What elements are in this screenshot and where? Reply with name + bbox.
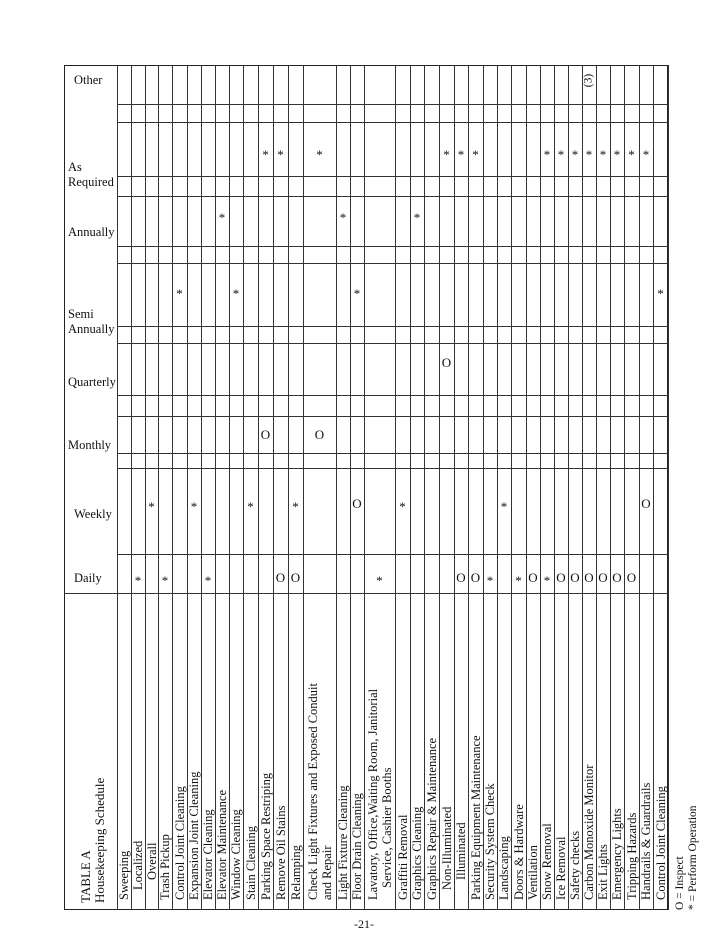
row-label: Non-Illuminated bbox=[439, 806, 454, 890]
perform-mark: * bbox=[657, 286, 664, 301]
perform-mark: * bbox=[161, 573, 169, 588]
row-divider bbox=[624, 65, 625, 910]
column-divider bbox=[117, 554, 668, 555]
inspect-mark: O bbox=[260, 427, 271, 442]
inspect-mark: O bbox=[275, 570, 286, 585]
row-divider bbox=[243, 65, 244, 910]
perform-mark: * bbox=[134, 573, 142, 588]
table-subtitle: Housekeeping Schedule bbox=[92, 777, 107, 903]
row-divider bbox=[540, 65, 541, 910]
row-label: Overall bbox=[144, 842, 159, 880]
row-divider bbox=[439, 65, 440, 910]
column-header-weekly: Weekly bbox=[74, 506, 112, 521]
inspect-mark: O bbox=[598, 570, 608, 585]
row-label: Relamping bbox=[288, 845, 303, 900]
row-label: Sweeping bbox=[117, 850, 131, 900]
perform-mark: * bbox=[292, 499, 299, 514]
row-divider bbox=[288, 65, 289, 910]
column-header-other: Other bbox=[74, 73, 103, 87]
perform-mark: * bbox=[277, 147, 284, 162]
legend-perform-operation: * = Perform Operation bbox=[687, 805, 699, 910]
row-label: Stain Cleaning bbox=[243, 826, 258, 900]
column-divider bbox=[117, 176, 668, 177]
row-divider bbox=[158, 65, 159, 910]
inspect-mark: O bbox=[352, 496, 362, 511]
row-label: Light Fixture Cleaning bbox=[336, 785, 350, 900]
perform-mark: * bbox=[585, 147, 593, 162]
perform-mark: * bbox=[316, 147, 323, 162]
perform-mark: * bbox=[628, 147, 635, 162]
perform-mark: * bbox=[399, 499, 406, 514]
row-divider bbox=[653, 65, 654, 910]
perform-mark: * bbox=[557, 147, 565, 162]
perform-mark: * bbox=[247, 499, 254, 514]
row-label: Control Joint Cleaning bbox=[653, 786, 668, 900]
row-divider bbox=[172, 65, 173, 910]
row-label: Control Joint Cleaning bbox=[172, 786, 187, 900]
column-divider bbox=[117, 343, 668, 344]
row-divider bbox=[131, 65, 132, 910]
row-divider bbox=[610, 65, 611, 910]
row-label: Graffiti Removal bbox=[395, 814, 410, 900]
row-divider bbox=[117, 65, 118, 910]
perform-mark: * bbox=[472, 147, 479, 162]
perform-mark: * bbox=[413, 210, 421, 225]
row-divider bbox=[350, 65, 351, 910]
inspect-mark: O bbox=[456, 570, 466, 585]
perform-mark: * bbox=[486, 573, 494, 588]
row-label bbox=[366, 689, 394, 900]
perform-mark: * bbox=[204, 573, 212, 588]
row-divider bbox=[596, 65, 597, 910]
row-divider bbox=[395, 65, 396, 910]
column-divider bbox=[117, 468, 668, 469]
row-divider bbox=[145, 65, 146, 910]
row-label: Parking Space Restriping bbox=[258, 772, 273, 900]
row-label: Illuminated bbox=[454, 822, 468, 880]
row-label: Ice Removal bbox=[554, 836, 568, 900]
row-divider bbox=[229, 65, 230, 910]
perform-mark: * bbox=[642, 147, 650, 162]
row-divider bbox=[497, 65, 498, 910]
column-divider bbox=[117, 196, 668, 197]
row-label-line: Lavatory, Office,Waiting Room, Janitorial bbox=[365, 688, 380, 900]
row-label: Check Light Fixtures and Exposed Conduit and Repair bbox=[305, 683, 334, 900]
row-divider bbox=[410, 65, 411, 910]
row-divider bbox=[215, 65, 216, 910]
perform-mark: * bbox=[599, 147, 607, 162]
inspect-mark: O bbox=[641, 496, 651, 511]
row-divider bbox=[668, 65, 669, 910]
perform-mark: * bbox=[443, 147, 450, 162]
row-label: Remove Oil Stains bbox=[273, 805, 288, 900]
header-body-divider bbox=[64, 593, 668, 594]
row-label: Elevator Cleaning bbox=[201, 809, 215, 900]
legend-inspect: O = Inspect bbox=[674, 856, 686, 910]
row-label: Window Cleaning bbox=[229, 809, 243, 900]
row-label: Parking Equipment Maintenance bbox=[468, 735, 483, 900]
perform-mark: * bbox=[176, 286, 183, 301]
row-divider bbox=[201, 65, 202, 910]
column-divider bbox=[117, 395, 668, 396]
row-label: Floor Drain Cleaning bbox=[350, 793, 364, 900]
column-divider bbox=[117, 416, 668, 417]
inspect-mark: O bbox=[556, 570, 566, 585]
inspect-mark: O bbox=[570, 570, 580, 585]
row-label: Ventilation bbox=[526, 845, 540, 900]
table-title: TABLE A bbox=[78, 850, 93, 903]
row-label: Tripping Hazards bbox=[624, 812, 639, 900]
inspect-mark: O bbox=[584, 570, 594, 585]
row-label: Exit Lights bbox=[596, 844, 610, 900]
perform-mark: * bbox=[571, 147, 579, 162]
column-divider bbox=[117, 104, 668, 105]
column-header-annually: Annually bbox=[68, 225, 115, 239]
row-divider bbox=[336, 65, 337, 910]
column-divider bbox=[117, 326, 668, 327]
inspect-mark: O bbox=[314, 427, 325, 442]
row-label: Handrails & Guardrails bbox=[639, 782, 653, 900]
perform-mark: * bbox=[457, 147, 465, 162]
row-label: Emergency Lights bbox=[610, 808, 624, 900]
perform-mark: * bbox=[376, 573, 383, 588]
perform-mark: * bbox=[500, 499, 508, 514]
row-divider bbox=[554, 65, 555, 910]
row-label-line: Service, Cashier Booths bbox=[379, 767, 394, 888]
column-header-semi-annually: Semi Annually bbox=[68, 307, 115, 336]
row-label: Elevator Maintenance bbox=[215, 789, 229, 900]
page-number: -21- bbox=[354, 917, 374, 931]
perform-mark: * bbox=[353, 286, 361, 301]
row-divider bbox=[273, 65, 274, 910]
inspect-mark: O bbox=[290, 570, 301, 585]
row-divider bbox=[303, 65, 304, 910]
perform-mark: * bbox=[339, 210, 347, 225]
row-label: Graphics Cleaning bbox=[410, 806, 424, 900]
perform-mark: * bbox=[543, 573, 551, 588]
perform-mark: * bbox=[148, 499, 155, 514]
row-label: Doors & Hardware bbox=[511, 804, 526, 900]
perform-mark: * bbox=[613, 147, 621, 162]
column-divider bbox=[117, 453, 668, 454]
inspect-mark: O bbox=[626, 570, 637, 585]
inspect-mark: O bbox=[612, 570, 622, 585]
row-label: Graphics Repair & Maintenance bbox=[424, 737, 439, 900]
column-divider bbox=[117, 246, 668, 247]
row-label: Expansion Joint Cleaning bbox=[187, 771, 201, 900]
column-header-quarterly: Quarterly bbox=[68, 375, 116, 389]
perform-mark: * bbox=[232, 286, 240, 301]
perform-mark: * bbox=[218, 210, 226, 225]
column-header-as-required: As Required bbox=[68, 160, 114, 189]
row-divider bbox=[568, 65, 569, 910]
column-header-monthly: Monthly bbox=[68, 437, 112, 452]
row-label: Landscaping bbox=[497, 836, 511, 900]
row-label: Localized bbox=[131, 840, 145, 890]
row-label: Carbon Monoxide Monitor bbox=[582, 764, 596, 900]
perform-mark: * bbox=[190, 499, 198, 514]
note-mark: (3) bbox=[582, 73, 595, 88]
row-label: Trash Pickup bbox=[158, 834, 172, 900]
perform-mark: * bbox=[262, 147, 269, 162]
row-label: Security System Check bbox=[483, 783, 497, 900]
inspect-mark: O bbox=[441, 355, 452, 370]
row-divider bbox=[364, 65, 365, 910]
column-divider bbox=[117, 263, 668, 264]
column-divider bbox=[117, 122, 668, 123]
perform-mark: * bbox=[515, 573, 522, 588]
row-divider bbox=[526, 65, 527, 910]
inspect-mark: O bbox=[528, 570, 538, 585]
column-header-daily: Daily bbox=[74, 571, 102, 585]
inspect-mark: O bbox=[470, 570, 481, 585]
row-label: Safety checks bbox=[568, 830, 582, 900]
row-label: Snow Removal bbox=[540, 823, 554, 900]
row-divider bbox=[511, 65, 512, 910]
row-divider bbox=[454, 65, 455, 910]
perform-mark: * bbox=[543, 147, 551, 162]
